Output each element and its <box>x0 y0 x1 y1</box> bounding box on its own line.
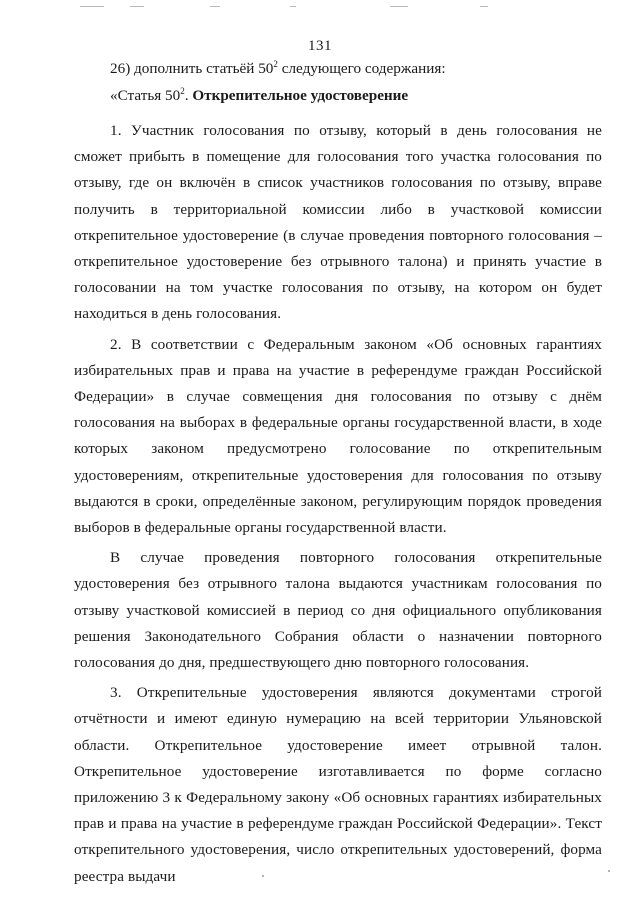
paragraph-4: 3. Открепительные удостоверения являются документами строгой отчётности и имеют единую нумерацию на всей территории Ульяновской области. Открепительное удостоверение имеет отрывной талон. Открепительное удостоверение изготавливается по форме согласно приложению 3 к Федеральному закону «Об основных гарантиях избирательных прав и права на участие в референдуме граждан Российской Федерации». Текст открепительного удостоверения, число открепительных удостоверений, форма реестра выдачи <box>74 684 602 885</box>
article-heading-prefix: «Статья 50 <box>110 87 181 104</box>
paragraph-1: 1. Участник голосования по отзыву, который в день голосования не сможет прибыть в помещение для голосования того участка голосования по отзыву, где он включён в список участников голосования по отзыву, вправе получить в территориальной комиссии либо в участковой комиссии открепительное удостоверение (в случае проведения повторного голосования – открепительное удостоверение без отрывного талона) и принять участие в голосовании на том участке голосования по отзыву, на котором он будет находиться в день голосования. <box>74 122 602 323</box>
scan-speck <box>262 875 264 877</box>
page-number: 131 <box>308 38 332 54</box>
paragraph-2: 2. В соответствии с Федеральным законом «Об основных гарантиях избирательных прав и права на участие в референдуме граждан Российской Федерации» в случае совмещения дня голосования по отзыву с днём голосования на выборах в федеральные органы государственной власти, в ходе которых законом предусмотрено голосование по открепительным удостоверениям, открепительные удостоверения для голосования по отзыву выдаются в сроки, определённые законом, регулирующим порядок проведения выборов в федеральные органы государственной власти. <box>74 335 602 537</box>
article-superscript: 2 <box>273 59 278 69</box>
paragraph-3: В случае проведения повторного голосования открепительные удостоверения без отрывного талона выдаются участникам голосования по отзыву участковой комиссией в период со дня официального опубликования решения Законодательного Собрания области о назначении повторного голосования до дня, предшествующего дню повторного голосования. <box>74 549 602 672</box>
article-heading-dot: . <box>184 87 193 104</box>
amendment-instruction-text: 26) дополнить статьёй 50 <box>110 60 274 77</box>
article-body <box>74 118 602 890</box>
amendment-instruction-text-end: следующего содержания: <box>277 60 446 77</box>
article-title: Открепительное удостоверение <box>192 87 409 104</box>
amendment-instruction <box>110 60 446 78</box>
article-heading <box>110 87 408 105</box>
scan-artifact <box>60 4 600 10</box>
scan-speck <box>608 870 610 872</box>
article-heading-superscript: 2 <box>180 86 185 96</box>
